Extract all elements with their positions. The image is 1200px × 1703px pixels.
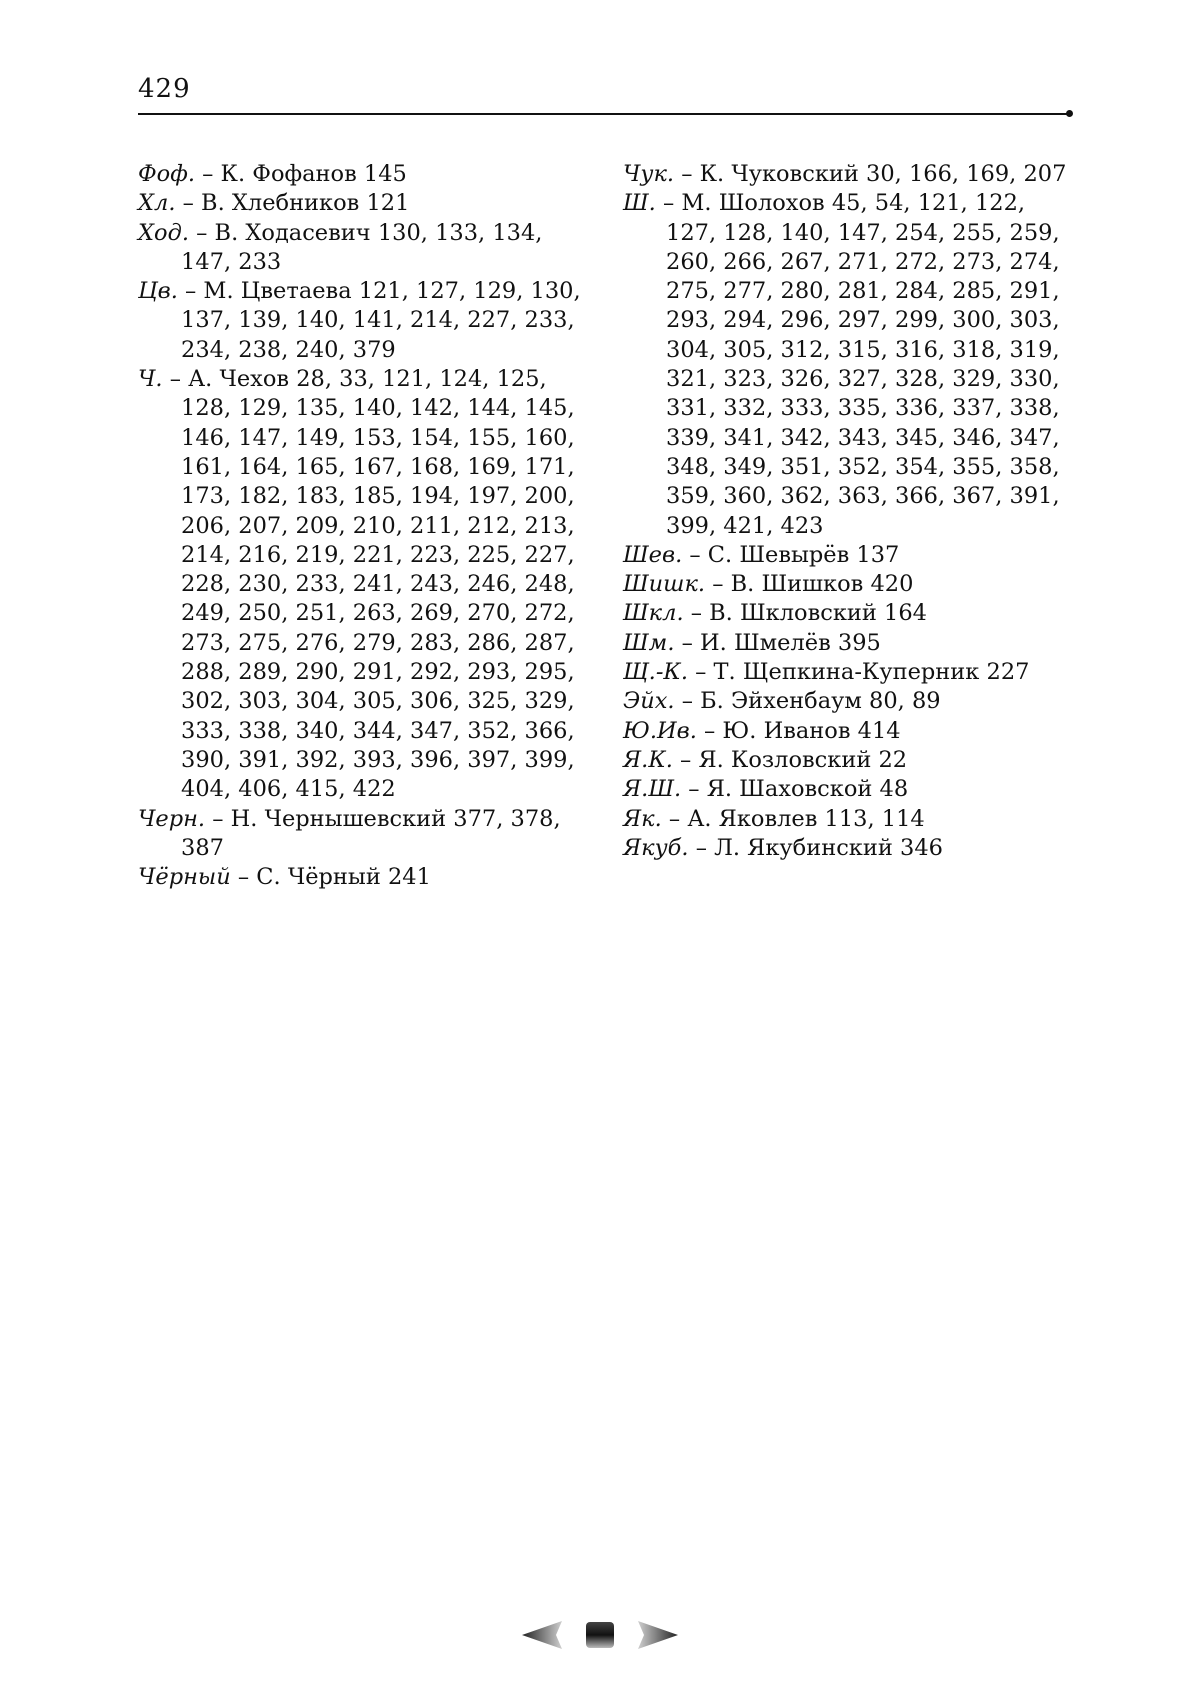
- index-text: – К. Фофанов 145: [195, 161, 407, 187]
- index-text: – В. Хлебников 121: [175, 190, 410, 217]
- index-entry: [138, 863, 593, 892]
- index-entry: [623, 599, 1078, 628]
- index-text: – Ю. Иванов 414: [696, 717, 901, 744]
- index-text: – В. Ходасевич 130, 133, 134, 147, 233: [181, 219, 543, 275]
- index-text: – К. Чуковский 30, 166, 169, 207: [674, 161, 1067, 187]
- index-entry: [623, 687, 1078, 716]
- index-abbr: Фоф.: [138, 161, 195, 187]
- index-entry: [138, 160, 593, 189]
- index-entry: [623, 775, 1078, 804]
- next-page-button[interactable]: [636, 1618, 678, 1652]
- index-entry: [623, 189, 1078, 541]
- menu-button[interactable]: [584, 1618, 616, 1652]
- index-entry: [138, 277, 593, 365]
- index-entry: [623, 570, 1078, 599]
- index-text: – С. Чёрный 241: [230, 864, 431, 891]
- index-entry: [138, 805, 593, 864]
- index-text: – Н. Чернышевский 377, 378, 387: [181, 805, 561, 861]
- arrow-right-icon: [636, 1618, 678, 1652]
- index-entry: [623, 629, 1078, 658]
- index-abbr: Цв.: [138, 278, 178, 305]
- index-text: – Т. Щепкина-Куперник 227: [688, 659, 1030, 686]
- index-abbr: Шев.: [623, 541, 683, 568]
- index-text: – А. Яковлев 113, 114: [661, 805, 925, 832]
- index-abbr: Я.Ш.: [623, 776, 682, 803]
- index-abbr: Я.К.: [623, 746, 673, 773]
- index-abbr: Ход.: [138, 219, 189, 246]
- square-button-icon: [584, 1618, 616, 1652]
- index-text: – С. Шевырёв 137: [682, 541, 900, 568]
- index-entry: [623, 746, 1078, 775]
- index-abbr: Хл.: [138, 190, 176, 217]
- index-abbr: Чёрный: [138, 864, 231, 891]
- index-text: – Б. Эйхенбаум 80, 89: [674, 688, 941, 715]
- index-entry: [623, 805, 1078, 834]
- index-entry: [623, 658, 1078, 687]
- index-entry: [623, 160, 1078, 189]
- index-abbr: Щ.-К.: [623, 659, 688, 686]
- arrow-left-icon: [522, 1618, 564, 1652]
- index-entry: [623, 834, 1078, 863]
- index-abbr: Ю.Ив.: [623, 717, 697, 744]
- index-text: – Я. Козловский 22: [672, 746, 908, 773]
- index-text: – Я. Шаховской 48: [681, 776, 909, 803]
- index-column-right: [623, 160, 1078, 863]
- index-column-left: [138, 160, 593, 892]
- page-number: 429: [138, 74, 191, 104]
- index-abbr: Черн.: [138, 805, 206, 832]
- index-text: – М. Цветаева 121, 127, 129, 130, 137, 139, 140, 141, 214, 227, 233, 234, 238, 240, 379: [177, 278, 581, 363]
- index-abbr: Шишк.: [623, 571, 706, 598]
- previous-page-button[interactable]: [522, 1618, 564, 1652]
- index-text: – В. Шишков 420: [705, 571, 914, 598]
- index-abbr: Шкл.: [623, 600, 684, 627]
- index-text: – А. Чехов 28, 33, 121, 124, 125, 128, 129, 135, 140, 142, 144, 145, 146, 147, 149, 153, 154, 155, 160, 161, 164, 165, 167, 168, 169, 171, 173, 182, 183, 185, 194, 197, 200, 206, 207, 209, 210, 211, 212, 213, 214, 216, 219, 221, 223, 225, 227, 228, 230, 233, 241, 243, 246, 248, 249, 250, 251, 263, 269, 270, 272, 273, 275, 276, 279, 283, 286, 287, 288, 289, 290, 291, 292, 293, 295, 302, 303, 304, 305, 306, 325, 329, 333, 338, 340, 344, 347, 352, 366, 390, 391, 392, 393, 396, 397, 399, 404, 406, 415, 422: [162, 366, 575, 803]
- index-entry: [623, 717, 1078, 746]
- index-abbr: Чук.: [623, 161, 675, 187]
- index-text: – В. Шкловский 164: [683, 600, 927, 627]
- index-abbr: Ш.: [623, 190, 656, 217]
- index-entry: [138, 365, 593, 804]
- index-text: – Л. Якубинский 346: [688, 834, 943, 861]
- header-rule-dot: [1066, 110, 1073, 117]
- index-entry: [138, 219, 593, 278]
- index-abbr: Ч.: [138, 366, 163, 393]
- index-text: – И. Шмелёв 395: [674, 629, 881, 656]
- index-text: – М. Шолохов 45, 54, 121, 122, 127, 128, 140, 147, 254, 255, 259, 260, 266, 267, 271, 272, 273, 274, 275, 277, 280, 281, 284, 285, 291, 293, 294, 296, 297, 299, 300, 303, 304, 305, 312, 315, 316, 318, 319, 321, 323, 326, 327, 328, 329, 330, 331, 332, 333, 335, 336, 337, 338, 339, 341, 342, 343, 345, 346, 347, 348, 349, 351, 352, 354, 355, 358, 359, 360, 362, 363, 366, 367, 391, 399, 421, 423: [655, 190, 1060, 539]
- index-abbr: Як.: [623, 805, 662, 832]
- index-abbr: Шм.: [623, 629, 675, 656]
- index-entry: [623, 541, 1078, 570]
- index-abbr: Якуб.: [623, 834, 689, 861]
- header-rule: [138, 113, 1068, 115]
- index-abbr: Эйх.: [623, 688, 675, 715]
- index-entry: [138, 189, 593, 218]
